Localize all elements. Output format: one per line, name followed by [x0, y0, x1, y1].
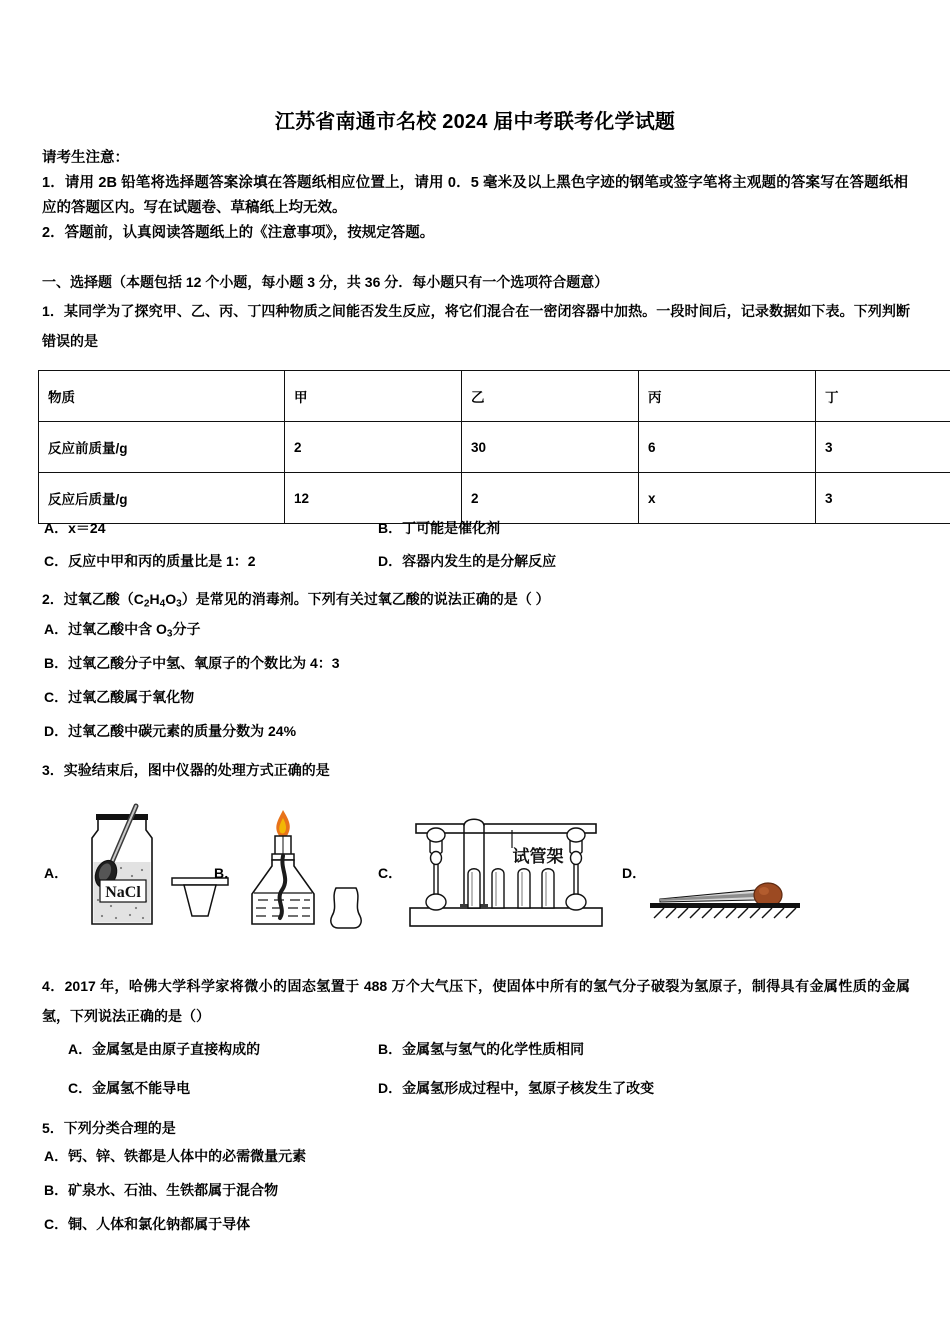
- question-4-text: 2017 年，哈佛大学科学家将微小的固态氢置于 488 万个大气压下，使固体中所有的氢气分子破裂为氢原子，制得具有金属性质的金属氢，下列说法正确的是（）: [42, 978, 910, 1024]
- question-1-number: 1．: [42, 303, 64, 319]
- q2-option-a-text-a: 过氧乙酸中含 O: [68, 621, 167, 637]
- mass-after-yi: 2: [462, 473, 639, 524]
- table-cell-jia: 甲: [285, 371, 462, 422]
- q2-option-d-label: D．: [44, 723, 69, 739]
- question-2-number: 2．: [42, 591, 64, 607]
- table-header-mass-after: 反应后质量/g: [39, 473, 285, 524]
- question-2-text-suffix: ）是常见的消毒剂。下列有关过氧乙酸的说法正确的是（ ）: [181, 591, 550, 607]
- q2-option-a-text-b: 分子: [172, 621, 201, 637]
- question-3-text: 实验结束后，图中仪器的处理方式正确的是: [63, 762, 330, 778]
- formula-sub-o3: 3: [176, 598, 182, 610]
- question-3-number: 3．: [42, 762, 64, 778]
- table-cell-ding: 丁: [816, 371, 950, 422]
- question-4-stem: [42, 971, 910, 1031]
- table-row-mass-after: [39, 473, 950, 524]
- nacl-bottle-label: NaCl: [105, 884, 141, 901]
- q5-option-c-text: 铜、人体和氯化钠都属于导体: [68, 1216, 251, 1232]
- question-5-option-a: [44, 1146, 306, 1166]
- question-3-stem: [42, 755, 910, 785]
- option-c-text: 反应中甲和丙的质量比是 1：2: [68, 553, 256, 569]
- question-1-option-b: [378, 518, 500, 538]
- question-4-option-d: [378, 1078, 654, 1098]
- candidate-notice: [42, 146, 908, 246]
- figure-label-b: B．: [214, 865, 239, 881]
- question-2-option-b: [44, 653, 340, 673]
- mass-before-bing: 6: [639, 422, 816, 473]
- q2-option-c-text: 过氧乙酸属于氧化物: [68, 689, 195, 705]
- question-4-option-a: [68, 1039, 260, 1059]
- q5-option-a-label: A．: [44, 1148, 69, 1164]
- q2-option-d-text: 过氧乙酸中碳元素的质量分数为 24%: [68, 723, 297, 739]
- option-d-text: 容器内发生的是分解反应: [402, 553, 557, 569]
- figure-label-c: C．: [378, 865, 403, 881]
- notice-heading: 请考生注意：: [42, 150, 129, 166]
- question-1-stem: [42, 296, 910, 356]
- section-heading-multiple-choice: 一、选择题（本题包括 12 个小题，每小题 3 分，共 36 分．每小题只有一个选项符合题意）: [42, 274, 609, 290]
- question-5-option-b: [44, 1180, 278, 1200]
- option-b-text: 丁可能是催化剂: [402, 520, 501, 536]
- q2-option-b-label: B．: [44, 655, 69, 671]
- figure-label-a: A．: [44, 865, 69, 881]
- option-d-label: D．: [378, 553, 403, 569]
- q4-option-c-label: C．: [68, 1080, 93, 1096]
- page-title: 江苏省南通市名校 2024 届中考联考化学试题: [274, 111, 676, 133]
- question-5-option-c: [44, 1214, 250, 1234]
- table-cell-yi: 乙: [462, 371, 639, 422]
- question-1-option-a: [44, 518, 105, 538]
- mass-after-ding: 3: [816, 473, 950, 524]
- option-c-label: C．: [44, 553, 69, 569]
- mass-before-ding: 3: [816, 422, 950, 473]
- test-tube-rack-caption: 试管架: [512, 847, 564, 866]
- q4-option-b-label: B．: [378, 1041, 403, 1057]
- question-1-option-c: [44, 551, 256, 571]
- q4-option-a-label: A．: [68, 1041, 93, 1057]
- notice-item-1: 1．请用 2B 铅笔将选择题答案涂填在答题纸相应位置上，请用 0．5 毫米及以上黑色字迹的钢笔或签字笔将主观题的答案写在答题纸相应的答题区内。写在试题卷、草稿纸上均无效。: [42, 175, 908, 216]
- formula-h: H: [149, 591, 160, 607]
- q4-option-a-text: 金属氢是由原子直接构成的: [92, 1041, 261, 1057]
- question-5-stem: [42, 1113, 910, 1143]
- q2-option-a-label: A．: [44, 621, 69, 637]
- formula-sub-h4: 4: [159, 598, 166, 610]
- table-header-substance: 物质: [39, 371, 285, 422]
- q5-option-a-text: 钙、锌、铁都是人体中的必需微量元素: [68, 1148, 307, 1164]
- mass-after-bing: x: [639, 473, 816, 524]
- option-b-label: B．: [378, 520, 403, 536]
- question-4-option-b: [378, 1039, 584, 1059]
- q2-option-c-label: C．: [44, 689, 69, 705]
- figure-label-d: D．: [622, 865, 647, 881]
- table-header-mass-before: 反应前质量/g: [39, 422, 285, 473]
- question-5-number: 5．: [42, 1120, 64, 1136]
- question-2-option-c: [44, 687, 194, 707]
- q4-option-c-text: 金属氢不能导电: [92, 1080, 191, 1096]
- option-a-text: x＝24: [68, 520, 106, 536]
- table-row-mass-before: [39, 422, 950, 473]
- alcohol-lamp-lit-icon: [242, 808, 328, 930]
- mass-before-yi: 30: [462, 422, 639, 473]
- q5-option-b-text: 矿泉水、石油、生铁都属于混合物: [68, 1182, 279, 1198]
- question-2-text-prefix: 过氧乙酸（C: [63, 591, 144, 607]
- formula-o: O: [165, 591, 177, 607]
- q5-option-c-label: C．: [44, 1216, 69, 1232]
- notice-item-2: 2．答题前，认真阅读答题纸上的《注意事项》，按规定答题。: [42, 225, 435, 241]
- question-1-text: 某同学为了探究甲、乙、丙、丁四种物质之间能否发生反应，将它们混合在一密闭容器中加热。一段时间后，记录数据如下表。下列判断错误的是: [42, 303, 910, 349]
- question-5-text: 下列分类合理的是: [63, 1120, 176, 1136]
- question-4-option-c: [68, 1078, 190, 1098]
- mass-before-jia: 2: [285, 422, 462, 473]
- mass-after-jia: 12: [285, 473, 462, 524]
- q4-option-b-text: 金属氢与氢气的化学性质相同: [402, 1041, 585, 1057]
- q2-option-b-text: 过氧乙酸分子中氢、氧原子的个数比为 4：3: [68, 655, 340, 671]
- lamp-cap-icon: [328, 886, 364, 930]
- table-cell-bing: 丙: [639, 371, 816, 422]
- question-4-number: 4．: [42, 978, 65, 994]
- q2-option-a-subscript: 3: [166, 628, 173, 640]
- table-row-substance: [39, 371, 950, 422]
- q5-option-b-label: B．: [44, 1182, 69, 1198]
- option-a-label: A．: [44, 520, 69, 536]
- q4-option-d-label: D．: [378, 1080, 403, 1096]
- apparatus-figure-row: [0, 790, 950, 940]
- q4-option-d-text: 金属氢形成过程中，氢原子核发生了改变: [402, 1080, 655, 1096]
- dropper-on-bench-icon: [648, 872, 808, 922]
- reaction-mass-table: [38, 370, 950, 524]
- question-2-option-d: [44, 721, 296, 741]
- question-2-option-a: [44, 619, 201, 640]
- formula-sub-c2: 2: [143, 598, 150, 610]
- question-1-option-d: [378, 551, 556, 571]
- question-2-stem: [42, 584, 910, 620]
- test-tube-rack-icon: [408, 812, 604, 930]
